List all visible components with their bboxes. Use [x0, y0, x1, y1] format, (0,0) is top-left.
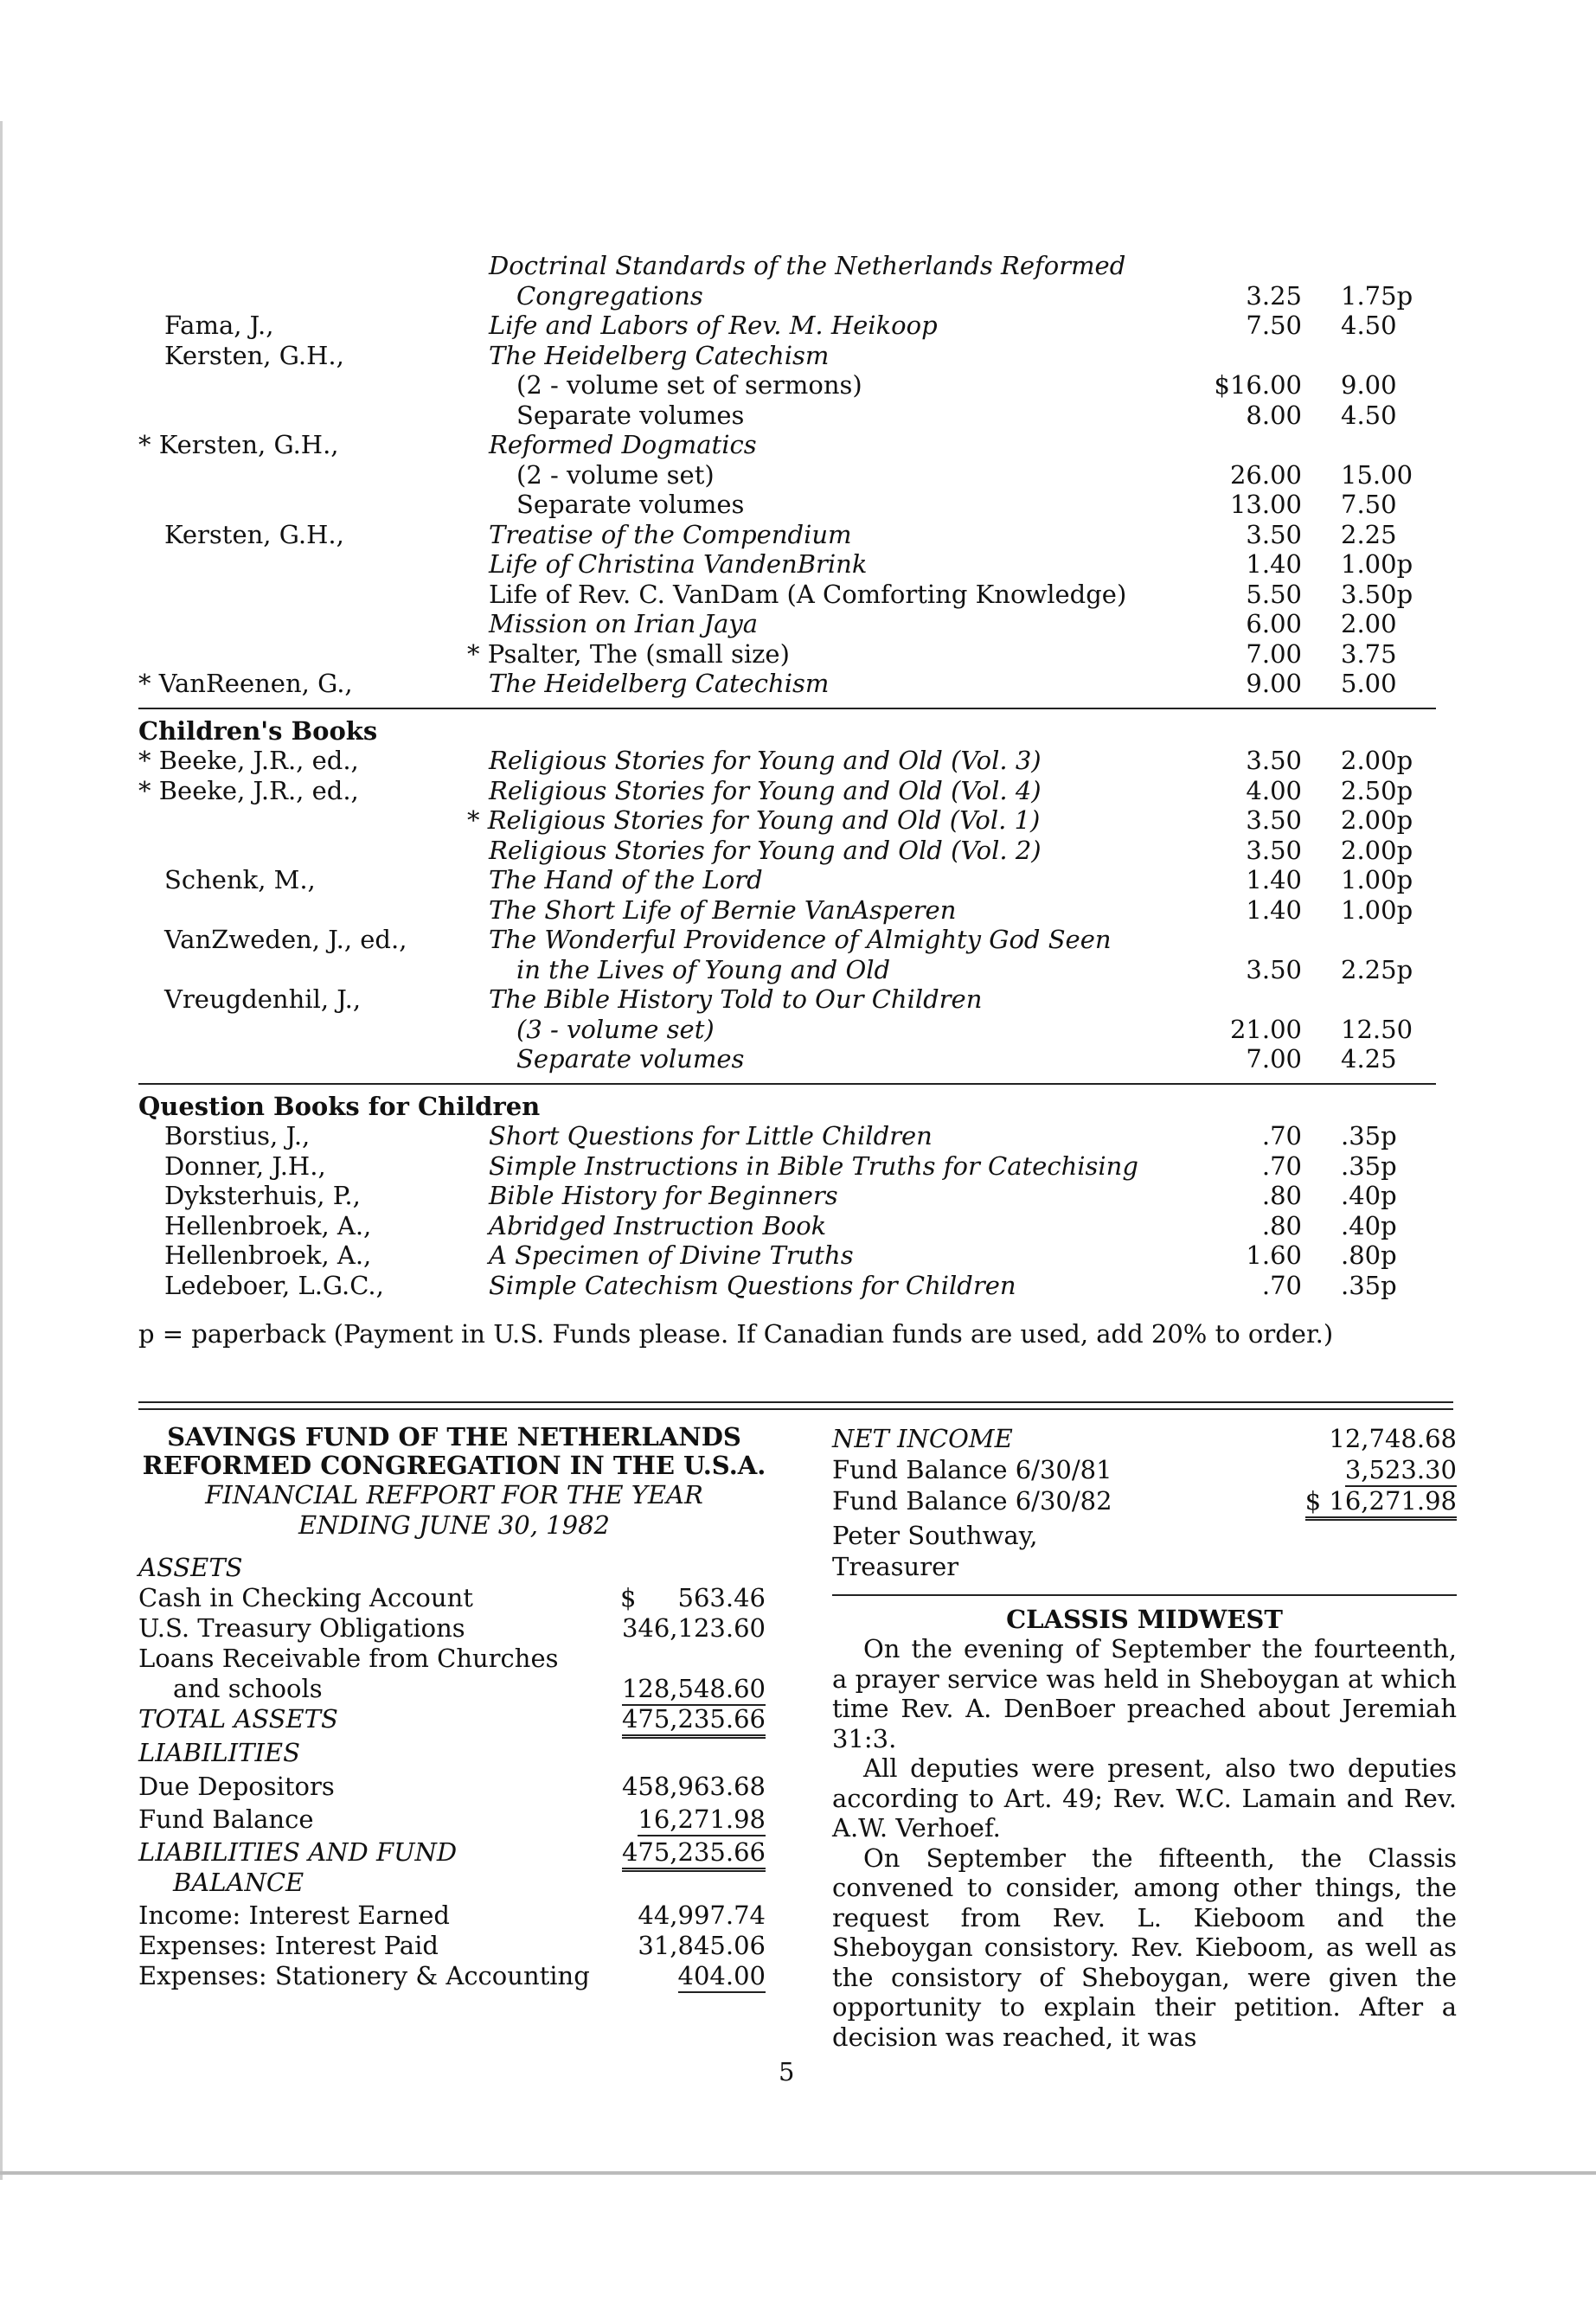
book-paperback-price: 4.50	[1341, 311, 1397, 340]
cash-label: Cash in Checking Account	[138, 1583, 473, 1612]
book-title: Mission on Irian Jaya	[489, 609, 759, 638]
book-title: Treatise of the Compendium	[489, 519, 852, 549]
book-author: Kersten, G.H.,	[164, 519, 344, 549]
book-author: Hellenbroek, A.,	[164, 1240, 372, 1270]
book-author: Fama, J.,	[164, 311, 274, 340]
book-price: 7.00	[1246, 638, 1302, 669]
total-assets-value: 475,235.66	[622, 1704, 766, 1739]
book-author: Donner, J.H.,	[164, 1150, 326, 1181]
article-divider	[832, 1594, 1457, 1596]
book-title: Life and Labors of Rev. M. Heikoop	[489, 311, 938, 340]
book-author: Dyksterhuis, P.,	[164, 1181, 361, 1210]
book-author: Borstius, J.,	[164, 1121, 311, 1150]
book-price: .70	[1261, 1270, 1302, 1300]
book-paperback-price: 7.50	[1341, 490, 1397, 519]
book-title: * Psalter, The (small size)	[467, 638, 790, 669]
book-title: Separate volumes	[516, 400, 745, 430]
book-author: Kersten, G.H.,	[164, 340, 344, 370]
book-paperback-price: 2.00p	[1341, 805, 1413, 835]
article-heading: CLASSIS MIDWEST	[1006, 1605, 1283, 1634]
book-title: Separate volumes	[516, 1044, 745, 1074]
book-row	[138, 746, 1436, 776]
payment-footnote: p = paperback (Payment in U.S. Funds please. If Canadian funds are used, add 20% to order.)	[138, 1319, 1334, 1349]
book-price: 7.50	[1246, 311, 1302, 340]
book-title: (2 - volume set of sermons)	[516, 370, 862, 400]
book-row	[138, 370, 1436, 401]
book-author: * Kersten, G.H.,	[138, 430, 339, 459]
due-depositors-label: Due Depositors	[138, 1772, 335, 1801]
book-price: 3.50	[1246, 519, 1302, 549]
book-price: 1.40	[1246, 894, 1302, 925]
book-price-list	[138, 251, 1436, 1349]
treasurer-name: Peter Southway,	[832, 1521, 1038, 1550]
book-title: The Bible History Told to Our Children	[489, 984, 983, 1014]
book-paperback-price: 2.50p	[1341, 775, 1413, 805]
book-paperback-price: 15.00	[1341, 459, 1413, 490]
book-paperback-price: 1.00p	[1341, 865, 1413, 894]
book-row	[138, 580, 1436, 610]
book-row	[138, 251, 1436, 281]
liabilities-fund-value: 475,235.66	[622, 1837, 766, 1872]
book-paperback-price: 1.00p	[1341, 549, 1413, 579]
book-row	[138, 549, 1436, 580]
book-row	[138, 669, 1436, 699]
report-subtitle-line1: FINANCIAL REFPORT FOR THE YEAR	[205, 1480, 703, 1509]
stationery-label: Expenses: Stationery & Accounting	[138, 1961, 590, 1990]
book-price: 3.50	[1246, 954, 1302, 984]
book-title: Religious Stories for Young and Old (Vol. 4)	[489, 775, 1042, 805]
book-row	[138, 341, 1436, 371]
classis-midwest-article	[832, 1594, 1457, 2052]
income-label: Income: Interest Earned	[138, 1900, 450, 1930]
book-price: .70	[1261, 1121, 1302, 1150]
article-paragraph-2: All deputies were present, also two deputies according to Art. 49; Rev. W.C. Lamain and Rev. A.W. Verhoef.	[832, 1753, 1457, 1843]
loans-value: 128,548.60	[622, 1674, 766, 1706]
book-title: Separate volumes	[516, 490, 745, 519]
book-title: (3 - volume set)	[516, 1014, 715, 1044]
book-row	[138, 865, 1436, 895]
book-row	[138, 1211, 1436, 1241]
book-price: 13.00	[1229, 490, 1302, 519]
treasurer-title: Treasurer	[832, 1552, 959, 1581]
book-title: A Specimen of Divine Truths	[489, 1240, 854, 1270]
book-price: 21.00	[1229, 1014, 1302, 1044]
fund-balance-81-label: Fund Balance 6/30/81	[832, 1455, 1112, 1484]
book-price: 8.00	[1246, 400, 1302, 430]
dollar-sign: $	[620, 1583, 637, 1612]
childrens-book-list	[138, 746, 1436, 1074]
book-paperback-price: 2.00p	[1341, 835, 1413, 865]
book-author: VanZweden, J., ed.,	[164, 925, 407, 954]
book-paperback-price: 4.25	[1341, 1044, 1397, 1074]
book-price: 1.40	[1246, 865, 1302, 894]
book-title: (2 - volume set)	[516, 459, 715, 490]
book-row	[138, 836, 1436, 866]
book-title: Doctrinal Standards of the Netherlands Reformed	[489, 251, 1126, 280]
book-title: The Heidelberg Catechism	[489, 340, 830, 370]
book-title: * Religious Stories for Young and Old (Vol. 1)	[467, 805, 1041, 835]
loans-label-cont: and schools	[173, 1674, 323, 1703]
book-paperback-price: .40p	[1341, 1181, 1397, 1210]
book-row	[138, 520, 1436, 550]
book-price: $16.00	[1214, 370, 1302, 400]
book-row	[138, 1181, 1436, 1211]
fund-balance-82-value: $ 16,271.98	[1305, 1485, 1457, 1521]
report-title-line1: SAVINGS FUND OF THE NETHERLANDS	[167, 1422, 741, 1452]
interest-paid-value: 31,845.06	[638, 1931, 766, 1960]
book-title: The Hand of the Lord	[489, 865, 763, 894]
book-title: Life of Christina VandenBrink	[489, 549, 868, 579]
book-title: The Wonderful Providence of Almighty God Seen	[489, 925, 1112, 954]
book-paperback-price: 3.50p	[1341, 579, 1413, 609]
book-price: 1.40	[1246, 549, 1302, 579]
book-price: 26.00	[1229, 459, 1302, 490]
interest-paid-label: Expenses: Interest Paid	[138, 1931, 439, 1960]
section-divider	[138, 1083, 1436, 1085]
section-divider	[138, 708, 1436, 709]
book-row	[138, 1015, 1436, 1045]
due-depositors-value: 458,963.68	[621, 1772, 766, 1801]
book-row	[138, 401, 1436, 431]
book-title: Simple Catechism Questions for Children	[489, 1270, 1016, 1300]
liabilities-heading: LIABILITIES	[138, 1738, 300, 1767]
book-paperback-price: 9.00	[1341, 370, 1397, 400]
book-paperback-price: .35p	[1341, 1270, 1397, 1300]
book-row	[138, 460, 1436, 490]
liabilities-fund-label-cont: BALANCE	[173, 1868, 304, 1897]
liabilities-fund-label: LIABILITIES AND FUND	[138, 1837, 458, 1867]
book-row	[138, 895, 1436, 926]
book-row	[138, 490, 1436, 520]
book-paperback-price: 5.00	[1341, 669, 1397, 698]
fund-balance-label: Fund Balance	[138, 1804, 314, 1834]
book-title: Simple Instructions in Bible Truths for Catechising	[489, 1150, 1138, 1181]
book-row	[138, 984, 1436, 1015]
book-price: .80	[1261, 1210, 1302, 1240]
book-row	[138, 281, 1436, 311]
book-author: * VanReenen, G.,	[138, 669, 353, 698]
book-author: Schenk, M.,	[164, 865, 316, 894]
book-row	[138, 430, 1436, 460]
page-number: 5	[779, 2057, 795, 2086]
book-paperback-price: 2.25	[1341, 519, 1397, 549]
book-title: Short Questions for Little Children	[489, 1121, 933, 1150]
fund-balance-value: 16,271.98	[638, 1804, 766, 1836]
book-price: 3.50	[1246, 805, 1302, 835]
book-title: Religious Stories for Young and Old (Vol. 3)	[489, 746, 1042, 775]
book-price: 4.00	[1246, 775, 1302, 805]
book-price: 5.50	[1246, 579, 1302, 609]
book-paperback-price: 12.50	[1341, 1014, 1413, 1044]
book-title: Religious Stories for Young and Old (Vol. 2)	[489, 835, 1042, 865]
book-row	[138, 1121, 1436, 1151]
book-paperback-price: 1.00p	[1341, 894, 1413, 925]
treasury-value: 346,123.60	[621, 1613, 766, 1643]
book-title: The Heidelberg Catechism	[489, 669, 830, 698]
book-row	[138, 639, 1436, 670]
book-author: * Beeke, J.R., ed.,	[138, 746, 359, 775]
book-title: Congregations	[516, 280, 703, 311]
book-price: .70	[1261, 1150, 1302, 1181]
book-row	[138, 1271, 1436, 1301]
book-row	[138, 1240, 1436, 1271]
book-paperback-price: 2.00p	[1341, 746, 1413, 775]
book-row	[138, 925, 1436, 955]
book-title: Abridged Instruction Book	[489, 1210, 827, 1240]
total-assets-label: TOTAL ASSETS	[138, 1704, 338, 1734]
scan-edge-bottom	[0, 2171, 1596, 2175]
book-paperback-price: 4.50	[1341, 400, 1397, 430]
treasury-label: U.S. Treasury Obligations	[138, 1613, 465, 1643]
book-title: The Short Life of Bernie VanAsperen	[489, 894, 957, 925]
scan-edge-left	[0, 121, 3, 2180]
book-row	[138, 311, 1436, 341]
net-income-block	[832, 1423, 1457, 1582]
book-price: 3.50	[1246, 835, 1302, 865]
main-book-list	[138, 251, 1436, 699]
book-title: Bible History for Beginners	[489, 1181, 838, 1210]
book-row	[138, 609, 1436, 639]
book-paperback-price: 1.75p	[1341, 280, 1413, 311]
stationery-value: 404.00	[678, 1961, 766, 1993]
report-subtitle-line2: ENDING JUNE 30, 1982	[298, 1510, 610, 1540]
book-paperback-price: 2.00	[1341, 609, 1397, 638]
childrens-books-heading: Children's Books	[138, 715, 378, 746]
fund-balance-81-value: 3,523.30	[1345, 1454, 1457, 1487]
book-price: .80	[1261, 1181, 1302, 1210]
financial-report	[138, 1423, 770, 1991]
report-title-line2: REFORMED CONGREGATION IN THE U.S.A.	[142, 1451, 766, 1480]
net-income-label: NET INCOME	[832, 1424, 1013, 1453]
book-price: 3.25	[1246, 280, 1302, 311]
book-row	[138, 1044, 1436, 1074]
double-divider	[138, 1401, 1453, 1410]
book-author: * Beeke, J.R., ed.,	[138, 775, 359, 805]
book-author: Vreugdenhil, J.,	[164, 984, 362, 1014]
book-paperback-price: 3.75	[1341, 638, 1397, 669]
book-row	[138, 1151, 1436, 1182]
income-value: 44,997.74	[638, 1900, 766, 1930]
scan-margin-top	[0, 0, 1596, 121]
book-paperback-price: .40p	[1341, 1210, 1397, 1240]
book-price: 6.00	[1246, 609, 1302, 638]
book-price: 9.00	[1246, 669, 1302, 698]
book-paperback-price: .35p	[1341, 1150, 1397, 1181]
article-paragraph-1: On the evening of September the fourteenth, a prayer service was held in Sheboygan at which time Rev. A. DenBoer preached about Jeremiah 31:3.	[832, 1634, 1457, 1753]
net-income-value: 12,748.68	[1329, 1424, 1457, 1453]
book-title: Reformed Dogmatics	[489, 430, 757, 459]
book-title: in the Lives of Young and Old	[516, 954, 891, 984]
book-price: 1.60	[1246, 1240, 1302, 1270]
book-paperback-price: .35p	[1341, 1121, 1397, 1150]
book-paperback-price: 2.25p	[1341, 954, 1413, 984]
assets-heading: ASSETS	[138, 1553, 243, 1582]
book-price: 7.00	[1246, 1044, 1302, 1074]
book-paperback-price: .80p	[1341, 1240, 1397, 1270]
book-price: 3.50	[1246, 746, 1302, 775]
book-author: Ledeboer, L.G.C.,	[164, 1270, 384, 1300]
cash-value: 563.46	[677, 1583, 766, 1612]
article-paragraph-3: On September the fifteenth, the Classis convened to consider, among other things, the request from Rev. L. Kieboom and the Sheboygan consistory. Rev. Kieboom, as well as the consistory of Sheboygan, were given the opportunity to explain their petition. After a decision was reached, it was	[832, 1843, 1457, 2052]
question-book-list	[138, 1121, 1436, 1300]
question-books-heading: Question Books for Children	[138, 1091, 541, 1121]
fund-balance-82-label: Fund Balance 6/30/82	[832, 1486, 1112, 1516]
book-title: Life of Rev. C. VanDam (A Comforting Knowledge)	[489, 579, 1127, 609]
loans-label: Loans Receivable from Churches	[138, 1644, 559, 1673]
book-row	[138, 955, 1436, 985]
book-row	[138, 805, 1436, 836]
book-row	[138, 776, 1436, 806]
book-author: Hellenbroek, A.,	[164, 1210, 372, 1240]
